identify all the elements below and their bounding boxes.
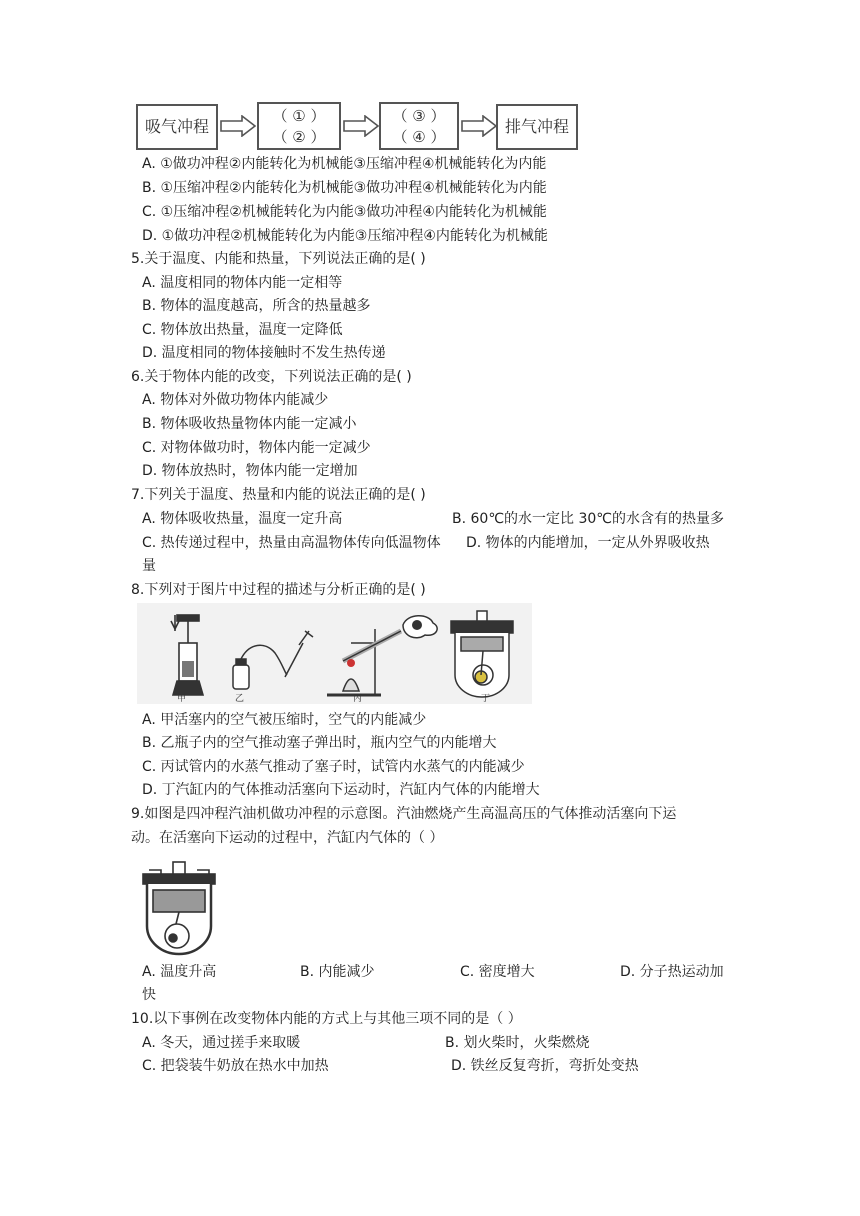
figure-label-jia: 甲 [177, 694, 187, 704]
q9-stem-line2: 动。在活塞向下运动的过程中，汽缸内气体的（ ） [131, 830, 444, 846]
q6-stem: 6.关于物体内能的改变，下列说法正确的是( ) [131, 369, 412, 385]
q4-option-c: C. ①压缩冲程②机械能转化为内能③做功冲程④内能转化为机械能 [142, 204, 547, 220]
q10-stem: 10.以下事例在改变物体内能的方式上与其他三项不同的是（ ） [131, 1011, 522, 1027]
q5-stem: 5.关于温度、内能和热量，下列说法正确的是( ) [131, 251, 426, 267]
q4-option-a: A. ①做功冲程②内能转化为机械能③压缩冲程④机械能转化为内能 [142, 156, 547, 172]
q7-option-c-line1: C. 热传递过程中，热量由高温物体传向低温物体 [142, 535, 441, 551]
flow-box-3-line1: （ ③ ） [392, 107, 446, 125]
flow-box-2 [257, 102, 341, 150]
q9-option-b: B. 内能减少 [300, 964, 375, 980]
q5-option-c: C. 物体放出热量，温度一定降低 [142, 322, 343, 338]
flow-box-3-line2: （ ④ ） [392, 128, 446, 146]
q9-option-a: A. 温度升高 [142, 964, 217, 980]
q10-option-b: B. 划火柴时，火柴燃烧 [445, 1035, 590, 1051]
q10-option-d: D. 铁丝反复弯折，弯折处变热 [451, 1058, 639, 1074]
q5-option-a: A. 温度相同的物体内能一定相等 [142, 275, 343, 291]
q9-engine-figure [137, 860, 221, 958]
q9-option-d-line2: 快 [142, 987, 156, 1003]
flow-box-3 [379, 102, 459, 150]
q7-stem: 7.下列关于温度、热量和内能的说法正确的是( ) [131, 487, 426, 503]
figure-label-bing: 丙 [353, 694, 363, 704]
q8-option-a: A. 甲活塞内的空气被压缩时，空气的内能减少 [142, 712, 427, 728]
q10-option-c: C. 把袋装牛奶放在热水中加热 [142, 1058, 329, 1074]
q9-option-d-line1: D. 分子热运动加 [620, 964, 724, 980]
q8-stem: 8.下列对于图片中过程的描述与分析正确的是( ) [131, 582, 426, 598]
q8-option-d: D. 丁汽缸内的气体推动活塞向下运动时，汽缸内气体的内能增大 [142, 782, 540, 798]
q6-option-b: B. 物体吸收热量物体内能一定减小 [142, 416, 357, 432]
q5-option-b: B. 物体的温度越高，所含的热量越多 [142, 298, 371, 314]
q9-stem-line1: 9.如图是四冲程汽油机做功冲程的示意图。汽油燃烧产生高温高压的气体推动活塞向下运 [131, 806, 677, 822]
flow-box-exhaust [496, 104, 578, 150]
q7-option-a: A. 物体吸收热量，温度一定升高 [142, 511, 343, 527]
flow-box-intake [136, 104, 218, 150]
q9-option-c: C. 密度增大 [460, 964, 535, 980]
q10-option-a: A. 冬天，通过搓手来取暖 [142, 1035, 301, 1051]
flow-arrow-icon [343, 115, 379, 137]
q6-option-d: D. 物体放热时，物体内能一定增加 [142, 463, 358, 479]
q6-option-a: A. 物体对外做功物体内能减少 [142, 392, 329, 408]
figure-label-yi: 乙 [235, 694, 245, 704]
flow-arrow-icon [220, 115, 256, 137]
flow-box-2-line2: （ ② ） [272, 128, 326, 146]
q8-option-c: C. 丙试管内的水蒸气推动了塞子时，试管内水蒸气的内能减少 [142, 759, 525, 775]
q5-option-d: D. 温度相同的物体接触时不发生热传递 [142, 345, 386, 361]
flow-box-2-line1: （ ① ） [272, 107, 326, 125]
flow-arrow-icon [461, 115, 497, 137]
q6-option-c: C. 对物体做功时，物体内能一定减少 [142, 440, 371, 456]
q8-figure [137, 603, 532, 704]
q4-option-b: B. ①压缩冲程②内能转化为机械能③做功冲程④机械能转化为内能 [142, 180, 547, 196]
flow-box-exhaust-label: 排气冲程 [504, 117, 569, 136]
q4-option-d: D. ①做功冲程②机械能转化为内能③压缩冲程④内能转化为机械能 [142, 228, 548, 244]
figure-label-ding: 丁 [481, 694, 491, 704]
engine-cylinder-illustration [137, 860, 221, 958]
q7-option-b: B. 60℃的水一定比 30℃的水含有的热量多 [452, 511, 725, 527]
flow-box-intake-label: 吸气冲程 [144, 117, 209, 136]
q7-option-c-line2: 量 [142, 558, 156, 574]
q7-option-d: D. 物体的内能增加，一定从外界吸收热 [466, 535, 710, 551]
q8-option-b: B. 乙瓶子内的空气推动塞子弹出时，瓶内空气的内能增大 [142, 735, 497, 751]
experiment-illustration [137, 603, 532, 704]
